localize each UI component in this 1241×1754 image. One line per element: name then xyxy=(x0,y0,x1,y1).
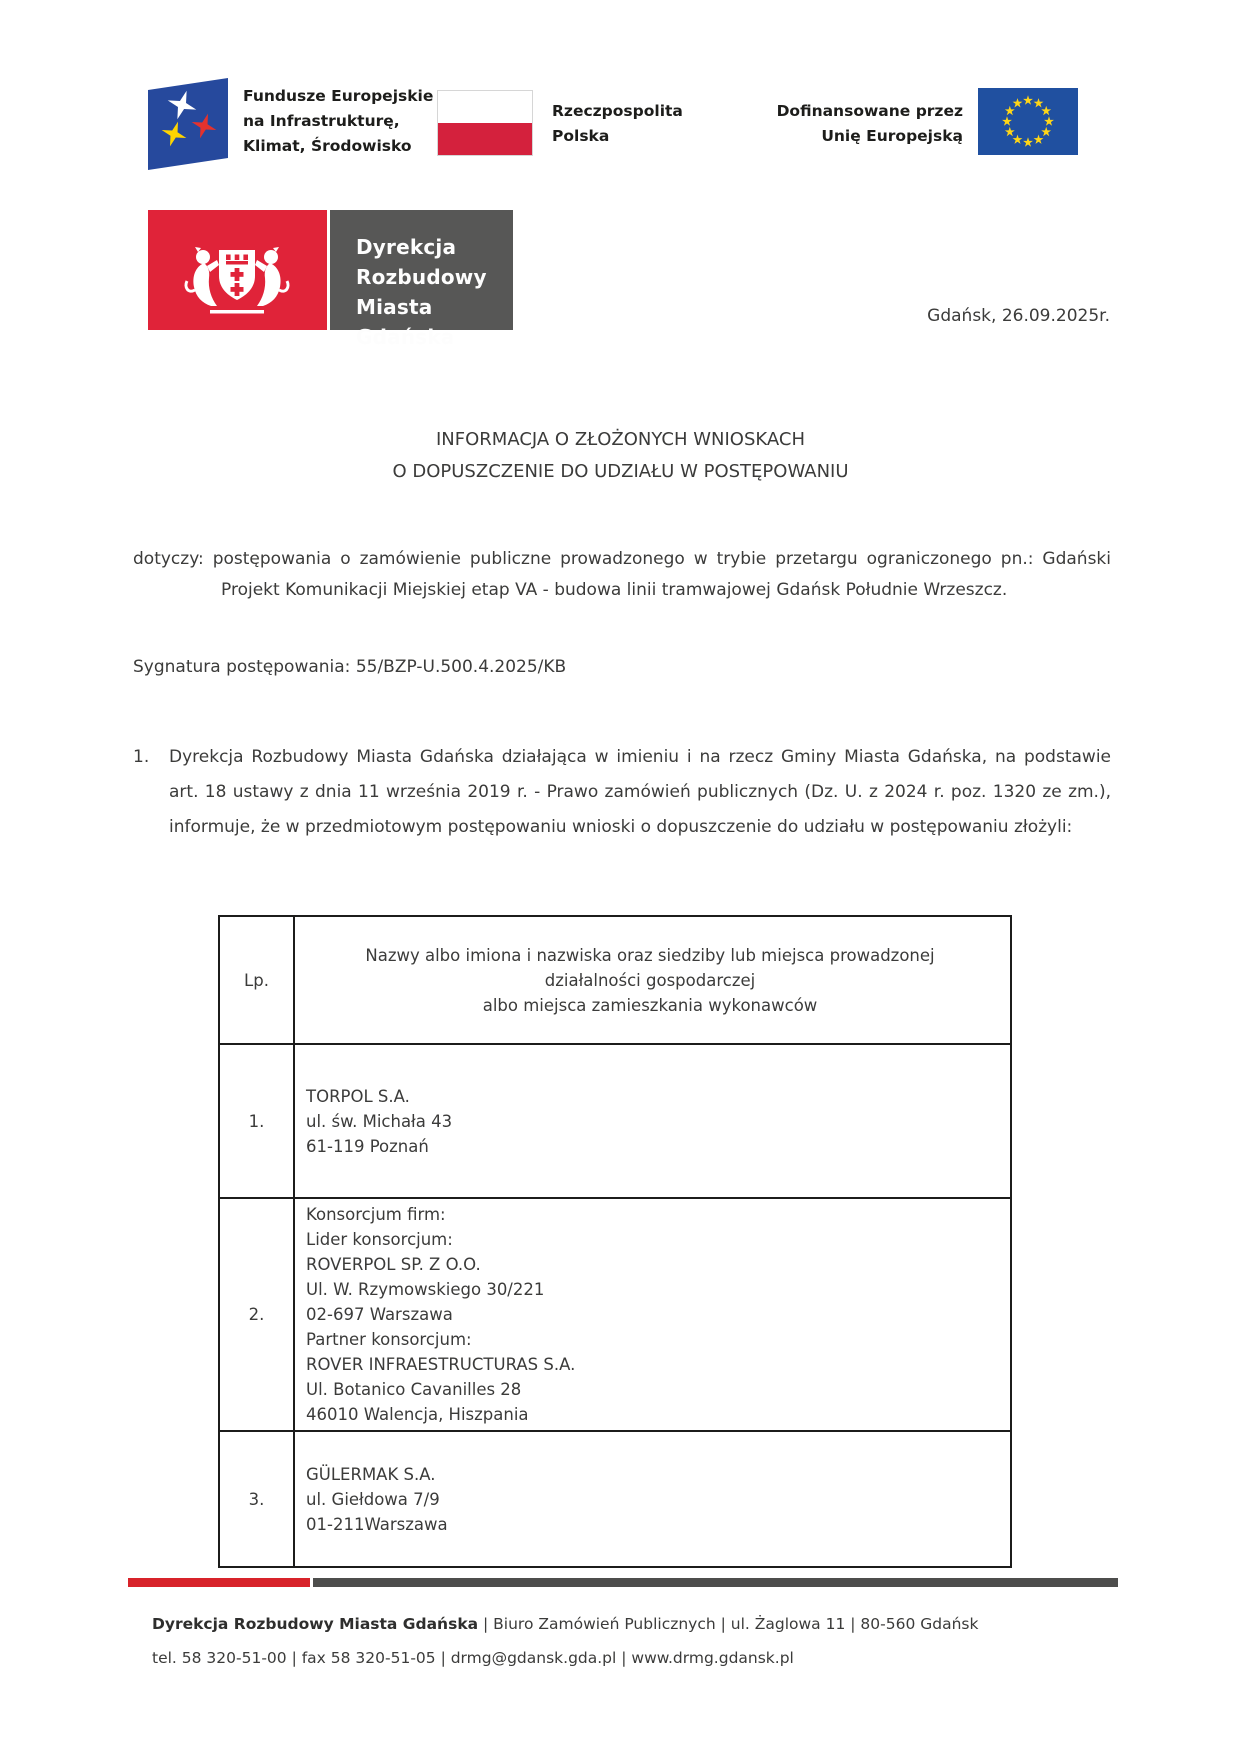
table-header-row xyxy=(220,917,1010,1043)
numbered-paragraph xyxy=(133,740,1111,845)
contractor-line: Konsorcjum firm: xyxy=(306,1205,446,1224)
eu-flag-icon xyxy=(978,88,1078,155)
contractor-line: ROVERPOL SP. Z O.O. xyxy=(306,1255,481,1274)
contractor-line: GÜLERMAK S.A. xyxy=(306,1464,436,1484)
lion-silhouette xyxy=(186,247,219,306)
place-and-date: Gdańsk, 26.09.2025r. xyxy=(927,306,1110,326)
poland-flag-icon xyxy=(437,90,533,156)
footer-org-line xyxy=(152,1615,978,1633)
republic-label-line: Polska xyxy=(552,127,610,145)
european-funds-label-line: na Infrastrukturę, xyxy=(243,112,400,130)
regarding-text: postępowania o zamówienie publiczne prowadzonego w trybie przetargu ograniczonego pn.: Gdański Projekt Komunikacji Miejskiej etap VA - budowa linii tramwajowej Gdańsk Południe Wrzeszcz. xyxy=(212,549,1111,600)
footer-bar-gray-segment xyxy=(313,1578,1118,1587)
row-number: 1. xyxy=(220,1045,295,1197)
document-title-line: INFORMACJA O ZŁOŻONYCH WNIOSKACH xyxy=(436,429,805,450)
eu-cofunding-label-line: Unię Europejską xyxy=(821,127,963,145)
regarding-paragraph xyxy=(133,544,1111,606)
case-signature: Sygnatura postępowania: 55/BZP-U.500.4.2025/KB xyxy=(133,657,567,677)
contractor-line: 46010 Walencja, Hiszpania xyxy=(306,1405,529,1424)
table-header-line: Nazwy albo imiona i nazwiska oraz siedziby lub miejsca prowadzonej xyxy=(365,945,935,965)
gdansk-coat-of-arms-icon xyxy=(148,210,327,330)
contractor-line: 02-697 Warszawa xyxy=(306,1305,453,1324)
applicants-table xyxy=(218,915,1012,1568)
european-funds-label-line: Klimat, Środowisko xyxy=(243,137,412,155)
table-header-line: działalności gospodarczej xyxy=(544,970,756,990)
regarding-label: dotyczy: xyxy=(133,549,204,569)
table-header-names xyxy=(295,917,1010,1043)
table-row xyxy=(220,1043,1010,1197)
contractor-details xyxy=(295,1045,1010,1197)
list-text: Dyrekcja Rozbudowy Miasta Gdańska działająca w imieniu i na rzecz Gminy Miasta Gdańska, na podstawie art. 18 ustawy z dnia 11 września 2019 r. - Prawo zamówień publicznych (Dz. U. z 2024 r. poz. 1320 ze zm.), informuje, że w przedmiotowym postępowaniu wnioski o dopuszczenie do udziału w postępowaniu złożyli: xyxy=(169,747,1111,837)
drmg-logo-text xyxy=(330,210,513,349)
republic-label-line: Rzeczpospolita xyxy=(552,102,683,120)
table-row xyxy=(220,1430,1010,1566)
contractor-line: Ul. Botanico Cavanilles 28 xyxy=(306,1380,522,1399)
drmg-logo-text-line: Dyrekcja xyxy=(356,235,457,259)
eu-cofunding-label-line: Dofinansowane przez xyxy=(776,102,963,120)
table-header-line: albo miejsca zamieszkania wykonawców xyxy=(482,995,818,1015)
table-header-lp: Lp. xyxy=(220,917,295,1043)
european-funds-label xyxy=(243,84,433,159)
contractor-line: 61-119 Poznań xyxy=(306,1136,429,1156)
footer-bar-red-segment xyxy=(128,1578,310,1587)
drmg-logo xyxy=(148,210,513,349)
contractor-line: 01-211Warszawa xyxy=(306,1514,448,1534)
document-title xyxy=(0,424,1241,488)
footer-org-name: Dyrekcja Rozbudowy Miasta Gdańska xyxy=(152,1615,479,1633)
contractor-line: TORPOL S.A. xyxy=(306,1086,410,1106)
poland-flag-red-stripe xyxy=(438,123,532,155)
drmg-logo-text-line: Rozbudowy xyxy=(356,265,487,289)
european-funds-label-line: Fundusze Europejskie xyxy=(243,87,434,105)
contractor-line: ul. Giełdowa 7/9 xyxy=(306,1489,440,1509)
footer-contact-line: tel. 58 320-51-00 | fax 58 320-51-05 | drmg@gdansk.gda.pl | www.drmg.gdansk.pl xyxy=(152,1649,794,1667)
eu-cofunding-label xyxy=(777,99,963,149)
contractor-line: ul. św. Michała 43 xyxy=(306,1111,453,1131)
contractor-line: Ul. W. Rzymowskiego 30/221 xyxy=(306,1280,545,1299)
european-funds-flag-icon xyxy=(148,78,228,170)
republic-of-poland-label xyxy=(552,99,683,149)
contractor-details xyxy=(295,1199,1010,1430)
drmg-logo-text-line: Miasta Gdańska xyxy=(356,295,455,349)
list-number: 1. xyxy=(133,747,150,767)
row-number: 2. xyxy=(220,1199,295,1430)
table-row xyxy=(220,1197,1010,1430)
footer-divider-bar xyxy=(128,1578,1118,1587)
contractor-line: Lider konsorcjum: xyxy=(306,1230,453,1249)
footer-org-rest: | Biuro Zamówień Publicznych | ul. Żaglowa 11 | 80-560 Gdańsk xyxy=(478,1615,979,1633)
row-number: 3. xyxy=(220,1432,295,1566)
contractor-line: ROVER INFRAESTRUCTURAS S.A. xyxy=(306,1355,576,1374)
document-title-line: O DOPUSZCZENIE DO UDZIAŁU W POSTĘPOWANIU xyxy=(392,461,849,482)
contractor-line: Partner konsorcjum: xyxy=(306,1330,472,1349)
contractor-details xyxy=(295,1432,1010,1566)
